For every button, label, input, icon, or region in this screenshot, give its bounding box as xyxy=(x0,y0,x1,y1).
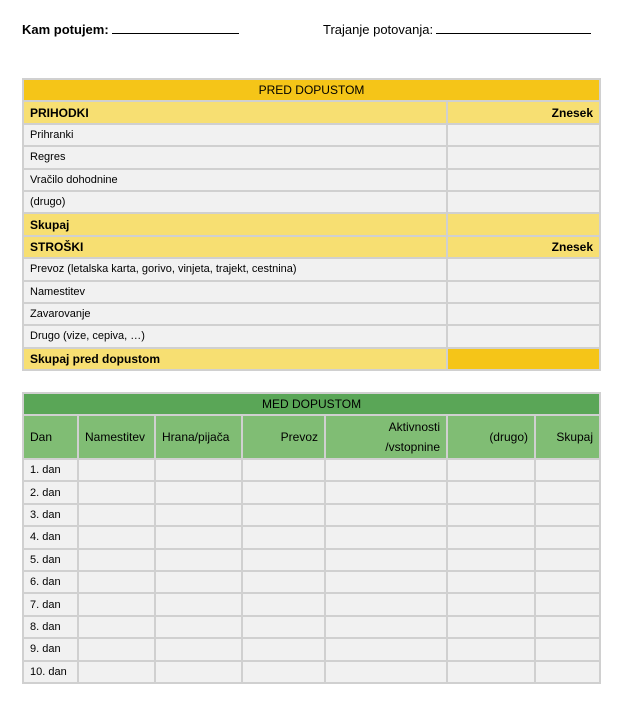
day-cell[interactable] xyxy=(242,571,325,593)
day-cell[interactable] xyxy=(535,504,600,526)
costs-total-cell[interactable] xyxy=(447,348,600,370)
destination-blank[interactable] xyxy=(112,22,239,34)
col-food: Hrana/pijača xyxy=(155,415,242,459)
cost-row xyxy=(23,281,600,303)
col-other: (drugo) xyxy=(447,415,535,459)
cost-label: Namestitev xyxy=(23,281,447,303)
day-cell[interactable] xyxy=(447,504,535,526)
duration-label: Trajanje potovanja: xyxy=(323,22,434,37)
income-row xyxy=(23,169,600,191)
income-total-label: Skupaj xyxy=(23,213,447,235)
day-cell[interactable] xyxy=(325,526,447,548)
day-cell[interactable] xyxy=(78,638,155,660)
costs-header-row xyxy=(23,236,600,258)
day-row xyxy=(23,593,600,615)
day-cell[interactable] xyxy=(325,571,447,593)
day-cell[interactable] xyxy=(447,549,535,571)
day-cell[interactable] xyxy=(155,638,242,660)
day-cell[interactable] xyxy=(155,504,242,526)
day-cell[interactable] xyxy=(447,459,535,481)
day-cell[interactable] xyxy=(535,459,600,481)
day-cell[interactable] xyxy=(155,593,242,615)
destination-line xyxy=(22,22,239,37)
day-cell[interactable] xyxy=(535,593,600,615)
day-cell[interactable] xyxy=(447,481,535,503)
cost-label: Prevoz (letalska karta, gorivo, vinjeta, trajekt, cestnina) xyxy=(23,258,447,280)
costs-total-row xyxy=(23,348,600,370)
costs-header: STROŠKI xyxy=(23,236,447,258)
day-cell[interactable] xyxy=(78,571,155,593)
cost-row xyxy=(23,258,600,280)
cost-label: Zavarovanje xyxy=(23,303,447,325)
day-cell[interactable] xyxy=(78,504,155,526)
income-label: Regres xyxy=(23,146,447,168)
day-cell[interactable] xyxy=(78,526,155,548)
day-cell[interactable] xyxy=(242,526,325,548)
day-cell[interactable] xyxy=(155,616,242,638)
day-cell[interactable] xyxy=(535,549,600,571)
day-cell[interactable] xyxy=(447,526,535,548)
day-cell[interactable] xyxy=(325,504,447,526)
before-vacation-table xyxy=(22,78,601,371)
day-cell[interactable] xyxy=(325,638,447,660)
day-row xyxy=(23,481,600,503)
day-label: 6. dan xyxy=(23,571,78,593)
col-day: Dan xyxy=(23,415,78,459)
before-title: PRED DOPUSTOM xyxy=(23,79,600,101)
day-cell[interactable] xyxy=(155,481,242,503)
day-cell[interactable] xyxy=(78,593,155,615)
day-row xyxy=(23,638,600,660)
day-cell[interactable] xyxy=(325,459,447,481)
cost-label: Drugo (vize, cepiva, …) xyxy=(23,325,447,347)
income-total-row xyxy=(23,213,600,235)
day-cell[interactable] xyxy=(155,549,242,571)
day-cell[interactable] xyxy=(78,661,155,683)
day-cell[interactable] xyxy=(535,638,600,660)
income-amount-cell[interactable] xyxy=(447,191,600,213)
col-accommodation: Namestitev xyxy=(78,415,155,459)
day-cell[interactable] xyxy=(535,526,600,548)
day-cell[interactable] xyxy=(155,661,242,683)
col-activities-line2: /vstopnine xyxy=(385,440,440,454)
costs-total-label: Skupaj pred dopustom xyxy=(23,348,447,370)
day-row xyxy=(23,571,600,593)
day-rows xyxy=(23,459,600,683)
during-title-row xyxy=(23,393,600,415)
day-cell[interactable] xyxy=(78,549,155,571)
day-cell[interactable] xyxy=(447,661,535,683)
income-row xyxy=(23,146,600,168)
day-cell[interactable] xyxy=(78,459,155,481)
day-cell[interactable] xyxy=(155,459,242,481)
day-cell[interactable] xyxy=(535,661,600,683)
day-cell[interactable] xyxy=(535,481,600,503)
day-cell[interactable] xyxy=(535,616,600,638)
day-cell[interactable] xyxy=(242,504,325,526)
during-header-row xyxy=(23,415,600,459)
day-cell[interactable] xyxy=(242,549,325,571)
cost-amount-cell[interactable] xyxy=(447,258,600,280)
duration-blank[interactable] xyxy=(436,22,591,34)
income-header-row xyxy=(23,101,600,123)
day-cell[interactable] xyxy=(242,638,325,660)
day-row xyxy=(23,526,600,548)
cost-row xyxy=(23,303,600,325)
day-label: 9. dan xyxy=(23,638,78,660)
day-label: 4. dan xyxy=(23,526,78,548)
income-label: (drugo) xyxy=(23,191,447,213)
day-cell[interactable] xyxy=(242,459,325,481)
day-cell[interactable] xyxy=(325,593,447,615)
income-amount-cell[interactable] xyxy=(447,124,600,146)
during-vacation-table xyxy=(22,392,601,684)
day-label: 8. dan xyxy=(23,616,78,638)
costs-amount-header: Znesek xyxy=(447,236,600,258)
day-label: 2. dan xyxy=(23,481,78,503)
col-activities-line1: Aktivnosti xyxy=(388,420,440,434)
day-cell[interactable] xyxy=(447,571,535,593)
income-label: Prihranki xyxy=(23,124,447,146)
day-cell[interactable] xyxy=(447,638,535,660)
day-cell[interactable] xyxy=(447,616,535,638)
col-total: Skupaj xyxy=(535,415,600,459)
day-cell[interactable] xyxy=(325,481,447,503)
during-title: MED DOPUSTOM xyxy=(23,393,600,415)
day-cell[interactable] xyxy=(155,526,242,548)
day-cell[interactable] xyxy=(535,571,600,593)
day-cell[interactable] xyxy=(325,661,447,683)
day-cell[interactable] xyxy=(78,616,155,638)
income-row xyxy=(23,124,600,146)
day-cell[interactable] xyxy=(325,616,447,638)
day-row xyxy=(23,661,600,683)
day-cell[interactable] xyxy=(447,593,535,615)
day-label: 10. dan xyxy=(23,661,78,683)
cost-row xyxy=(23,325,600,347)
day-cell[interactable] xyxy=(242,661,325,683)
income-amount-header: Znesek xyxy=(447,101,600,123)
income-amount-cell[interactable] xyxy=(447,146,600,168)
day-cell[interactable] xyxy=(325,549,447,571)
duration-line xyxy=(323,22,591,37)
day-row xyxy=(23,616,600,638)
cost-amount-cell[interactable] xyxy=(447,281,600,303)
before-title-row xyxy=(23,79,600,101)
day-cell[interactable] xyxy=(78,481,155,503)
col-transport: Prevoz xyxy=(242,415,325,459)
day-cell[interactable] xyxy=(242,616,325,638)
income-total-cell[interactable] xyxy=(447,213,600,235)
cost-amount-cell[interactable] xyxy=(447,325,600,347)
day-label: 1. dan xyxy=(23,459,78,481)
income-label: Vračilo dohodnine xyxy=(23,169,447,191)
day-row xyxy=(23,549,600,571)
day-row xyxy=(23,459,600,481)
income-header: PRIHODKI xyxy=(23,101,447,123)
day-label: 5. dan xyxy=(23,549,78,571)
day-cell[interactable] xyxy=(155,571,242,593)
day-label: 3. dan xyxy=(23,504,78,526)
income-row xyxy=(23,191,600,213)
income-amount-cell[interactable] xyxy=(447,169,600,191)
destination-label: Kam potujem: xyxy=(22,22,109,37)
day-row xyxy=(23,504,600,526)
day-cell[interactable] xyxy=(242,481,325,503)
cost-amount-cell[interactable] xyxy=(447,303,600,325)
col-activities xyxy=(325,415,447,459)
day-label: 7. dan xyxy=(23,593,78,615)
day-cell[interactable] xyxy=(242,593,325,615)
